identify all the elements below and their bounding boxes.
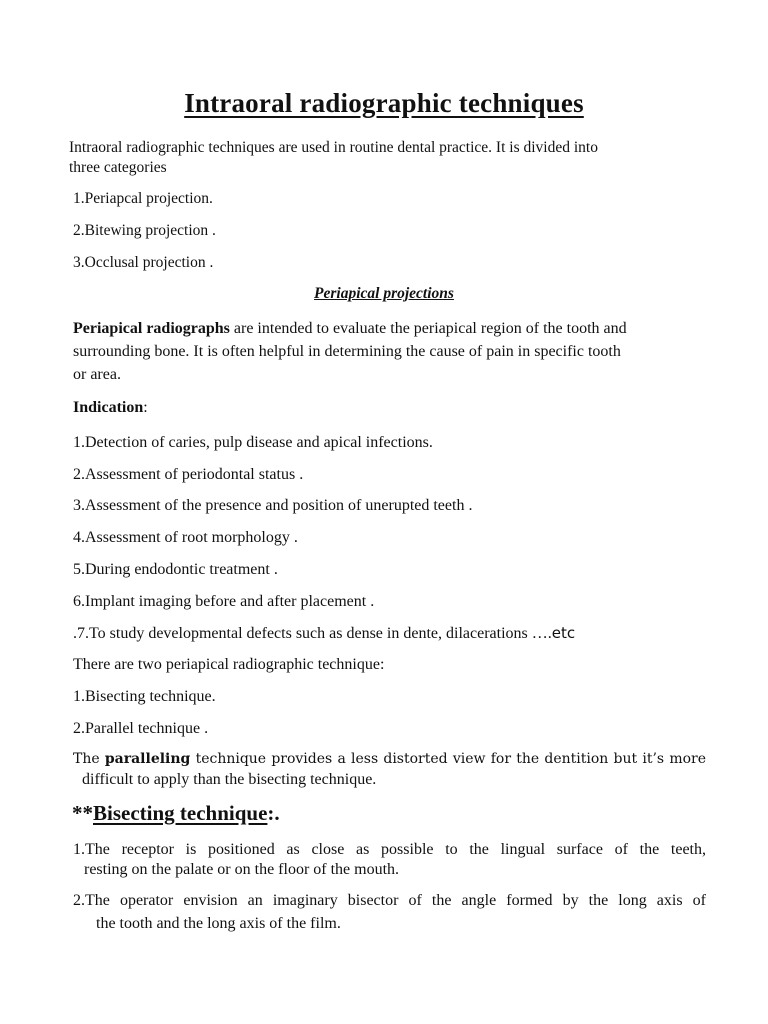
- technique-item-2: 2.Parallel technique .: [73, 720, 209, 737]
- indication-item-4: 4.Assessment of root morphology .: [73, 529, 298, 546]
- paralleling-lead: The: [73, 751, 105, 767]
- category-item-1: 1.Periapcal projection.: [73, 190, 213, 207]
- periapical-para-line-3: or area.: [73, 366, 121, 383]
- category-item-3: 3.Occlusal projection .: [73, 254, 214, 271]
- periapical-para-line-1-rest: are intended to evaluate the periapical region of the tooth and: [229, 320, 627, 337]
- paralleling-para-line-1: [73, 751, 706, 767]
- indication-item-1: 1.Detection of caries, pulp disease and apical infections.: [73, 434, 433, 451]
- bisecting-point-1-line-1: 1.The receptor is positioned as close as possible to the lingual surface of the teeth,: [73, 841, 706, 858]
- indication-label: Indication: [73, 399, 144, 416]
- intro-line-2: three categories: [69, 159, 167, 176]
- indication-item-2: 2.Assessment of periodontal status .: [73, 466, 304, 483]
- paralleling-para-line-2: difficult to apply than the bisecting technique.: [82, 771, 377, 788]
- category-item-2: 2.Bitewing projection .: [73, 222, 216, 239]
- periapical-para-line-1: [73, 320, 627, 338]
- intro-line-1: Intraoral radiographic techniques are used in routine dental practice. It is divided into: [69, 139, 598, 156]
- bisecting-heading-label: Bisecting technique: [93, 801, 268, 825]
- indication-heading: [73, 399, 148, 417]
- page-title: Intraoral radiographic techniques: [184, 88, 584, 118]
- indication-item-6: 6.Implant imaging before and after placement .: [73, 593, 375, 610]
- periapical-radiographs-term: Periapical radiographs: [73, 320, 230, 337]
- bisecting-heading: [72, 801, 280, 826]
- bisecting-heading-stars: **: [72, 801, 93, 825]
- paralleling-term: paralleling: [104, 751, 191, 767]
- periapical-heading: Periapical projections: [314, 285, 454, 302]
- technique-item-1: 1.Bisecting technique.: [73, 688, 216, 705]
- bisecting-point-1-line-2: resting on the palate or on the floor of the mouth.: [84, 861, 400, 878]
- indication-item-5: 5.During endodontic treatment .: [73, 561, 278, 578]
- indication-item-3: 3.Assessment of the presence and position of unerupted teeth .: [73, 497, 473, 514]
- bisecting-point-2-line-1: 2.The operator envision an imaginary bisector of the angle formed by the long axis of: [73, 892, 706, 909]
- indication-item-7: [73, 624, 575, 643]
- bisecting-point-2-line-2: the tooth and the long axis of the film.: [96, 915, 341, 932]
- two-techniques-line: There are two periapical radiographic technique:: [73, 656, 385, 673]
- indication-colon: :: [143, 399, 148, 416]
- periapical-para-line-2: surrounding bone. It is often helpful in determining the cause of pain in specific tooth: [73, 343, 621, 360]
- indication-item-7-etc: etc: [551, 624, 576, 642]
- indication-item-7-main: .7.To study developmental defects such as dense in dente, dilacerations ….: [73, 625, 552, 642]
- bisecting-heading-suffix: :.: [267, 801, 280, 825]
- paralleling-para-line-1-rest: technique provides a less distorted view for the dentition but it’s more: [190, 751, 706, 767]
